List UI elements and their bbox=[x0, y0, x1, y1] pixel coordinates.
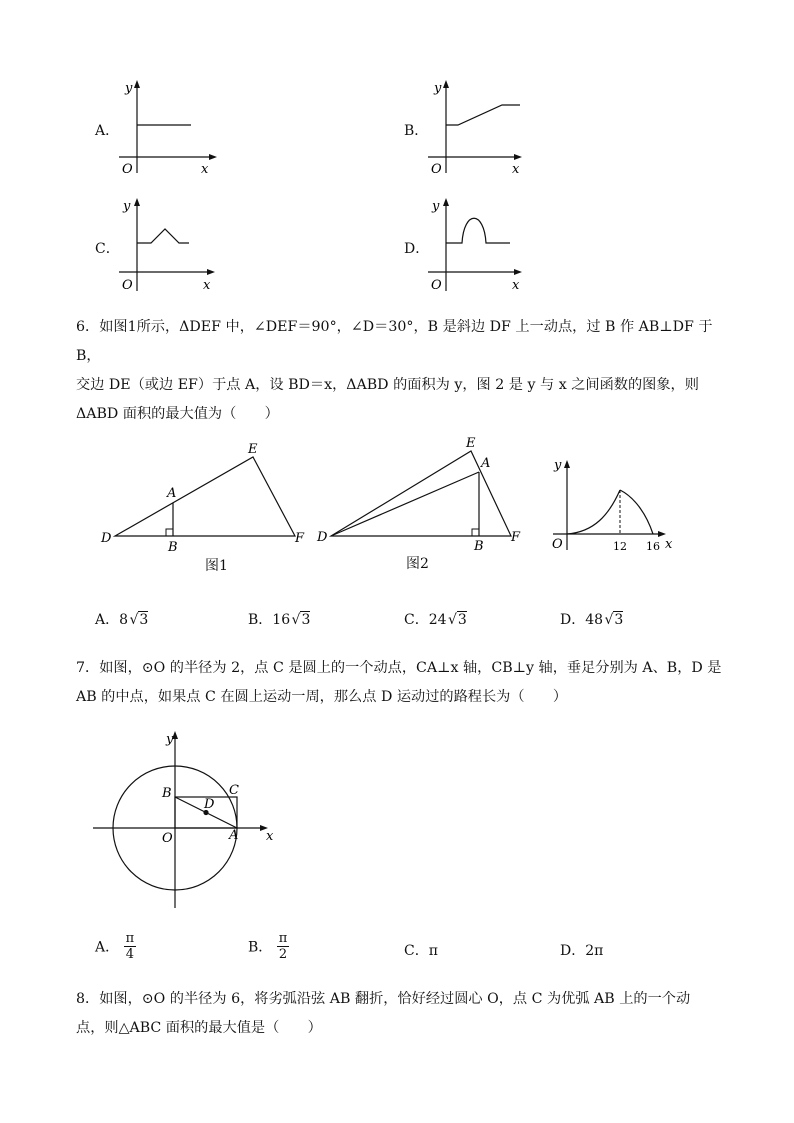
q6-option-d[interactable]: D．48 √3 bbox=[560, 612, 624, 628]
q5-graph-d bbox=[424, 196, 529, 296]
q7-option-b[interactable]: B． $\frac{\pi}{2}$ bbox=[248, 931, 288, 962]
q7-circle-figure bbox=[90, 728, 280, 913]
question-8-text bbox=[76, 985, 726, 1043]
q5-graph-a bbox=[115, 78, 220, 178]
point-a-label: A bbox=[229, 828, 239, 843]
y-axis-label: y bbox=[432, 199, 440, 214]
point-b-label: B bbox=[168, 540, 178, 555]
x-axis-label: x bbox=[665, 537, 673, 552]
q5-graph-b bbox=[424, 78, 529, 178]
q7-option-c[interactable]: C．π bbox=[404, 943, 438, 959]
q6-line-2: 交边 DE（或边 EF）于点 A，设 BD＝x，ΔABD 的面积为 y，图 2 是 y 与 x 之间函数的图象，则 bbox=[76, 377, 699, 393]
point-d-label: D bbox=[101, 531, 112, 546]
point-d-label: D bbox=[204, 797, 215, 812]
origin-label: O bbox=[431, 278, 442, 293]
q6-figure-2-caption: 图2 bbox=[406, 556, 429, 572]
point-f-label: F bbox=[511, 530, 521, 545]
x-axis-label: x bbox=[512, 278, 520, 293]
origin-label: O bbox=[122, 162, 133, 177]
origin-label: O bbox=[162, 831, 173, 846]
x-axis-label: x bbox=[203, 278, 211, 293]
q7-option-a[interactable]: A． $\frac{\pi}{4}$ bbox=[95, 931, 135, 962]
q6-figure-2 bbox=[314, 432, 534, 554]
x-axis-label: x bbox=[512, 162, 520, 177]
point-e-label: E bbox=[466, 436, 476, 451]
q7-line-1: 7．如图，⊙O 的半径为 2，点 C 是圆上的一个动点，CA⊥x 轴，CB⊥y 轴，垂足分别为 A、B，D 是 bbox=[76, 660, 722, 676]
q6-function-graph bbox=[544, 455, 679, 555]
point-b-label: B bbox=[474, 539, 484, 554]
q5-option-b-label: B． bbox=[404, 123, 429, 139]
y-axis-label: y bbox=[554, 458, 562, 473]
q5-graph-c bbox=[115, 196, 220, 296]
point-d-label: D bbox=[317, 530, 328, 545]
q6-line-3: ΔABD 面积的最大值为（ ） bbox=[76, 406, 279, 422]
x-axis-label: x bbox=[266, 829, 274, 844]
q6-option-b[interactable]: B．16 √3 bbox=[248, 612, 311, 628]
y-axis-label: y bbox=[125, 81, 133, 96]
point-a-label: A bbox=[167, 486, 177, 501]
point-e-label: E bbox=[248, 442, 258, 457]
x-axis-label: x bbox=[201, 162, 209, 177]
q7-option-d[interactable]: D．2π bbox=[560, 943, 604, 959]
y-axis-label: y bbox=[166, 732, 174, 747]
q5-option-d-label: D． bbox=[404, 241, 430, 257]
question-6-text bbox=[76, 313, 726, 429]
point-c-label: C bbox=[229, 783, 239, 798]
q6-line-1: 6．如图1所示，ΔDEF 中，∠DEF＝90°，∠D＝30°，B 是斜边 DF 上一动点，过 B 作 AB⊥DF 于 B， bbox=[76, 319, 713, 364]
q6-option-a[interactable]: A．8 √3 bbox=[95, 612, 149, 628]
point-a-label: A bbox=[481, 456, 491, 471]
q7-line-2: AB 的中点，如果点 C 在圆上运动一周，那么点 D 运动过的路程长为（ ） bbox=[76, 689, 568, 705]
question-7-text bbox=[76, 654, 726, 712]
origin-label: O bbox=[122, 278, 133, 293]
q6-figure-1-caption: 图1 bbox=[205, 558, 228, 574]
q6-option-c[interactable]: C．24 √3 bbox=[404, 612, 467, 628]
q8-line-1: 8．如图，⊙O 的半径为 6，将劣弧沿弦 AB 翻折，恰好经过圆心 O，点 C 为优弧 AB 上的一个动 bbox=[76, 991, 691, 1007]
origin-label: O bbox=[431, 162, 442, 177]
point-f-label: F bbox=[295, 531, 305, 546]
q5-option-c-label: C． bbox=[95, 241, 120, 257]
q8-line-2: 点，则△ABC 面积的最大值是（ ） bbox=[76, 1020, 322, 1036]
q5-option-a-label: A． bbox=[95, 123, 120, 139]
y-axis-label: y bbox=[434, 81, 442, 96]
point-b-label: B bbox=[162, 786, 172, 801]
y-axis-label: y bbox=[123, 199, 131, 214]
tick-12-label: 12 bbox=[613, 540, 627, 553]
q6-figure-1 bbox=[95, 435, 315, 555]
tick-16-label: 16 bbox=[646, 540, 660, 553]
origin-label: O bbox=[552, 537, 563, 552]
